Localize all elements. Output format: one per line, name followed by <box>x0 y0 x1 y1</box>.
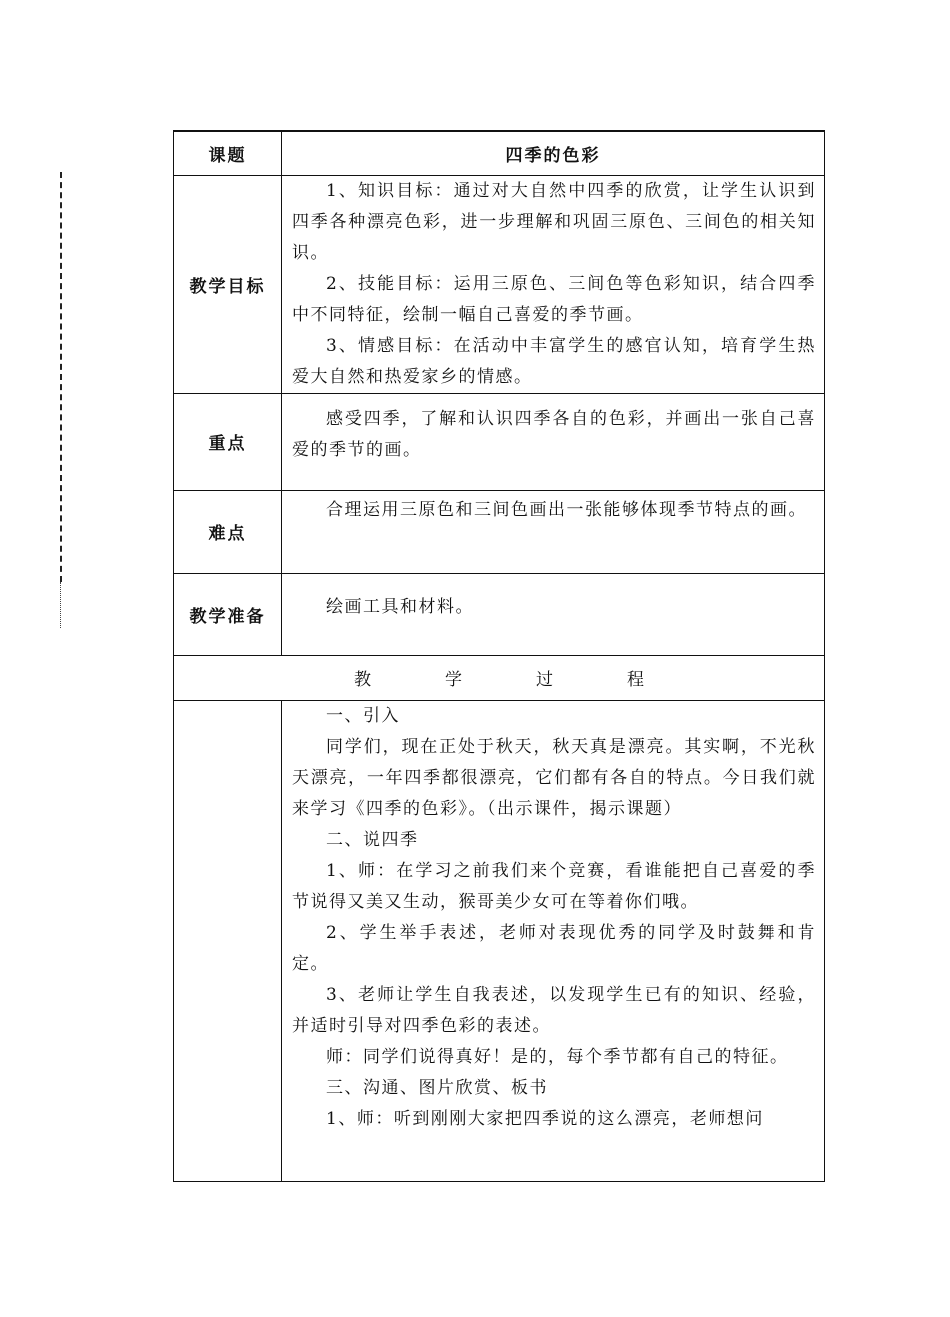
process-line-8: 三、沟通、图片欣赏、板书 <box>326 1077 548 1098</box>
objectives-row <box>174 175 825 393</box>
difficulty-label: 难点 <box>174 490 282 573</box>
process-line-2: 同学们，现在正处于秋天，秋天真是漂亮。其实啊，不光秋天漂亮，一年四季都很漂亮，它们都有各自的特点。今日我们就来学习《四季的色彩》。（出示课件，揭示课题） <box>292 736 816 819</box>
binding-margin-line <box>60 172 62 582</box>
process-line-4: 1、师：在学习之前我们来个竞赛，看谁能把自己喜爱的季节说得又美又生动，猴哥美少女可在等着你们哦。 <box>292 860 816 912</box>
objective-knowledge: 1、知识目标：通过对大自然中四季的欣赏，让学生认识到四季各种漂亮色彩，进一步理解和巩固三原色、三间色的相关知识。 <box>292 180 816 263</box>
process-line-5: 2、学生举手表述，老师对表现优秀的同学及时鼓舞和肯定。 <box>292 922 816 974</box>
objective-emotion: 3、情感目标：在活动中丰富学生的感官认知，培育学生热爱大自然和热爱家乡的情感。 <box>292 335 816 387</box>
key-point-row <box>174 393 825 490</box>
process-label-empty <box>174 700 282 1181</box>
process-char-2: 学 <box>445 670 462 690</box>
preparation-text: 绘画工具和材料。 <box>326 596 474 617</box>
objectives-text <box>282 176 824 393</box>
topic-label: 课题 <box>174 131 282 175</box>
process-line-9: 1、师：听到刚刚大家把四季说的这么漂亮，老师想问 <box>326 1108 764 1129</box>
topic-row <box>174 131 825 175</box>
process-char-4: 程 <box>627 670 644 690</box>
difficulty-text: 合理运用三原色和三间色画出一张能够体现季节特点的画。 <box>326 499 807 520</box>
difficulty-row <box>174 490 825 573</box>
process-text <box>282 701 824 1135</box>
preparation-label: 教学准备 <box>174 573 282 655</box>
objectives-label: 教学目标 <box>174 175 282 393</box>
objective-skill: 2、技能目标：运用三原色、三间色等色彩知识，结合四季中不同特征，绘制一幅自己喜爱的季节画。 <box>292 273 816 325</box>
process-line-6: 3、老师让学生自我表述，以发现学生已有的知识、经验，并适时引导对四季色彩的表述。 <box>292 984 816 1036</box>
process-header-row <box>174 655 825 700</box>
process-row <box>174 700 825 1181</box>
binding-margin-line-dotted <box>60 582 61 628</box>
process-line-1: 一、引入 <box>326 705 400 726</box>
key-point-text: 感受四季，了解和认识四季各自的色彩，并画出一张自己喜爱的季节的画。 <box>292 408 816 460</box>
preparation-row <box>174 573 825 655</box>
process-line-7: 师：同学们说得真好！是的，每个季节都有自己的特征。 <box>326 1046 789 1067</box>
process-char-1: 教 <box>354 670 371 690</box>
process-char-3: 过 <box>536 670 553 690</box>
process-line-3: 二、说四季 <box>326 829 419 850</box>
topic-value: 四季的色彩 <box>282 131 825 175</box>
key-point-label: 重点 <box>174 393 282 490</box>
process-header <box>174 655 825 700</box>
lesson-plan-table <box>173 130 825 1182</box>
